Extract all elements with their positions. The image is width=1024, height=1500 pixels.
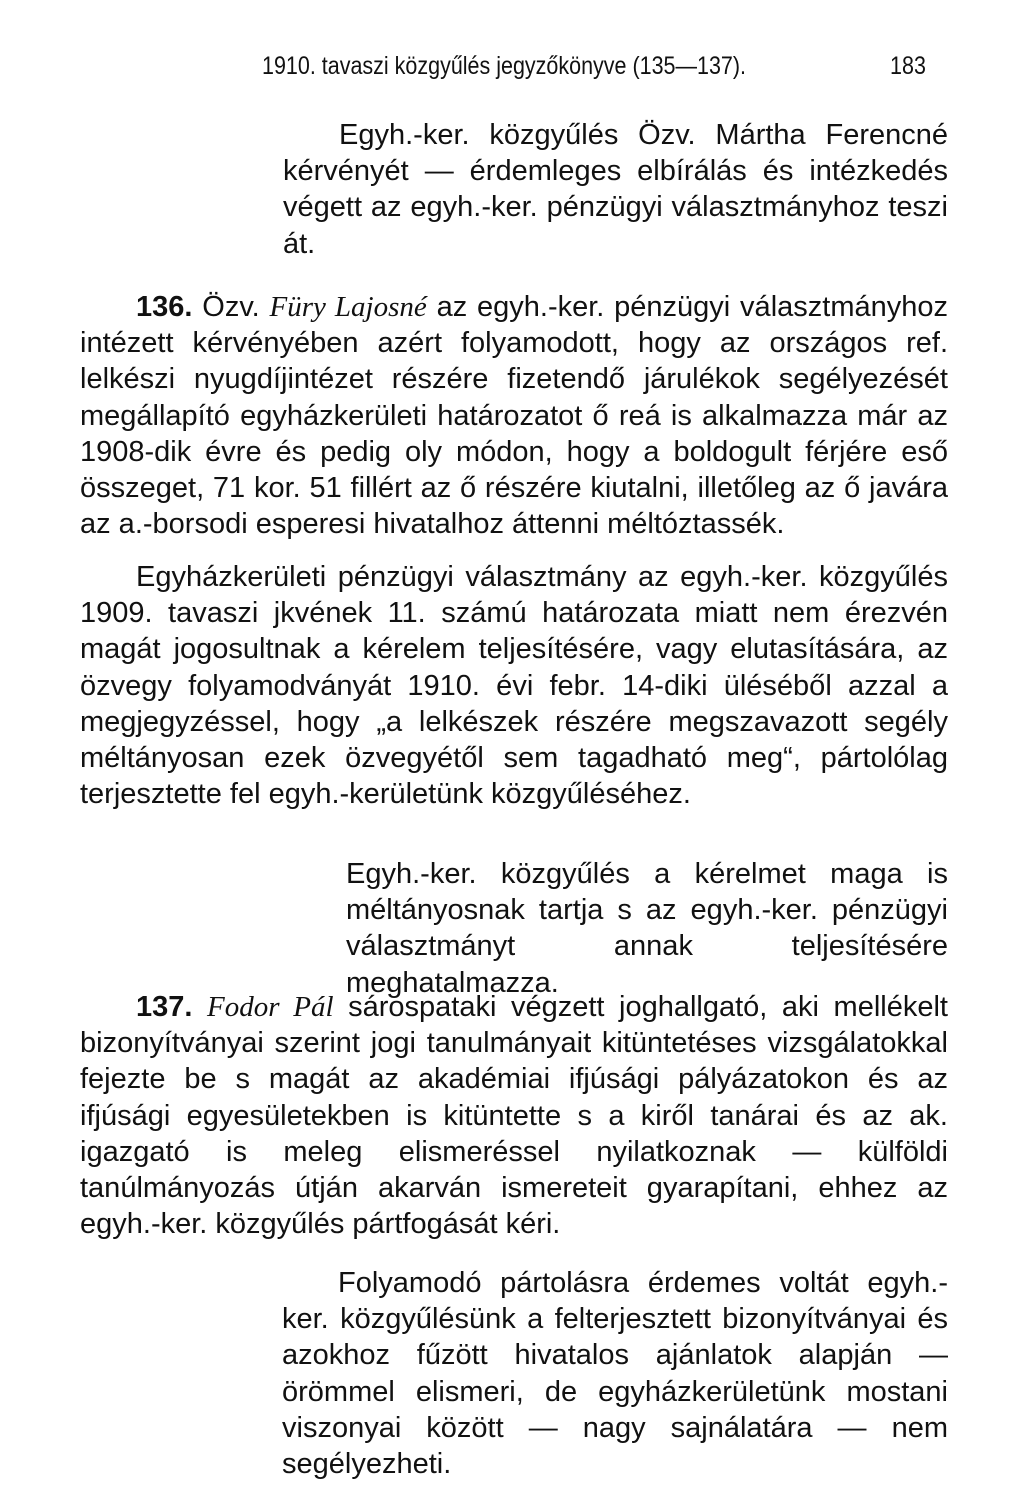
- applicant-name: Fodor Pál: [207, 991, 334, 1023]
- section-136: [80, 289, 948, 542]
- running-header: [262, 46, 926, 86]
- petitioner-name: Füry Lajosné: [269, 291, 427, 323]
- paragraph-text: Egyh.-ker. közgyűlés Özv. Mártha Ferencné kérvényét — érdemleges elbírálás és intézkedés végett az egyh.-ker. pénzügyi választmányhoz teszi át.: [283, 119, 948, 260]
- resolution-paragraph-2: [346, 856, 948, 1001]
- resolution-paragraph-1: [283, 117, 948, 262]
- committee-paragraph: [80, 559, 948, 812]
- paragraph-text: Egyházkerületi pénzügyi választmány az egyh.-ker. közgyűlés 1909. tavaszi jkvének 11. számú határozata miatt nem érezvén magát jogosultnak a kérelem teljesítésére, vagy elutasítására, az özvegy folyamodványát 1910. évi febr. 14-diki üléséből azzal a megjegyzéssel, hogy „a lelkészek részére megszavazott segély méltányosan ezek özvegyétől sem tagadható meg“, pártolólag terjesztette fel egyh.-kerületünk közgyűléséhez.: [80, 561, 948, 811]
- section-136-text: [80, 289, 948, 542]
- section-number: 137.: [136, 991, 193, 1023]
- section-137-text: [80, 989, 948, 1242]
- section-136-body: az egyh.-ker. pénzügyi választmányhoz intézett kérvényében azért folyamodott, hogy az országos ref. lelkészi nyugdíjintézet részére fizetendő járulékok segélyezését megállapító egyházkerületi határozatot ő reá is alkalmazza már az 1908-dik évre és pedig oly módon, hogy a boldogult férjére eső összeget, 71 kor. 51 fillért az ő részére kiutalni, illetőleg az ő javára az a.-borsodi esperesi hivatalhoz áttenni méltóztassék.: [80, 291, 948, 541]
- section-137: [80, 989, 948, 1242]
- paragraph-text: Egyh.-ker. közgyűlés a kérelmet maga is méltányosnak tartja s az egyh.-ker. pénzügyi választmányt annak teljesítésére meghatalmazza.: [346, 858, 948, 999]
- paragraph-text: Folyamodó pártolásra érdemes voltát egyh.-ker. közgyűlésünk a felterjesztett bizonyítványai és azokhoz fűzött hivatalos ajánlatok alapján — örömmel elismeri, de egyházkerületünk mostani viszonyai között — nagy sajnálatára — nem segélyezheti.: [282, 1267, 948, 1481]
- page-number: 183: [890, 52, 926, 80]
- resolution-paragraph-3: [282, 1265, 948, 1482]
- section-136-prefix: Özv.: [202, 291, 260, 323]
- section-137-body: sárospataki végzett joghallgató, aki mellékelt bizonyítványai szerint jogi tanulmányait kitüntetéses vizsgálatokkal fejezte be s magát az akadémiai ifjúsági pályázatokon és az ifjúsági egyesületekben is kitüntette s a kiről tanárai és az ak. igazgató is meleg elismeréssel nyilatkoznak — külföldi tanúlmányozás útján akarván ismereteit gyarapítani, ehhez az egyh.-ker. közgyűlés pártfogását kéri.: [80, 991, 948, 1241]
- header-title: 1910. tavaszi közgyűlés jegyzőkönyve (135—137).: [262, 52, 747, 80]
- section-number: 136.: [136, 291, 193, 323]
